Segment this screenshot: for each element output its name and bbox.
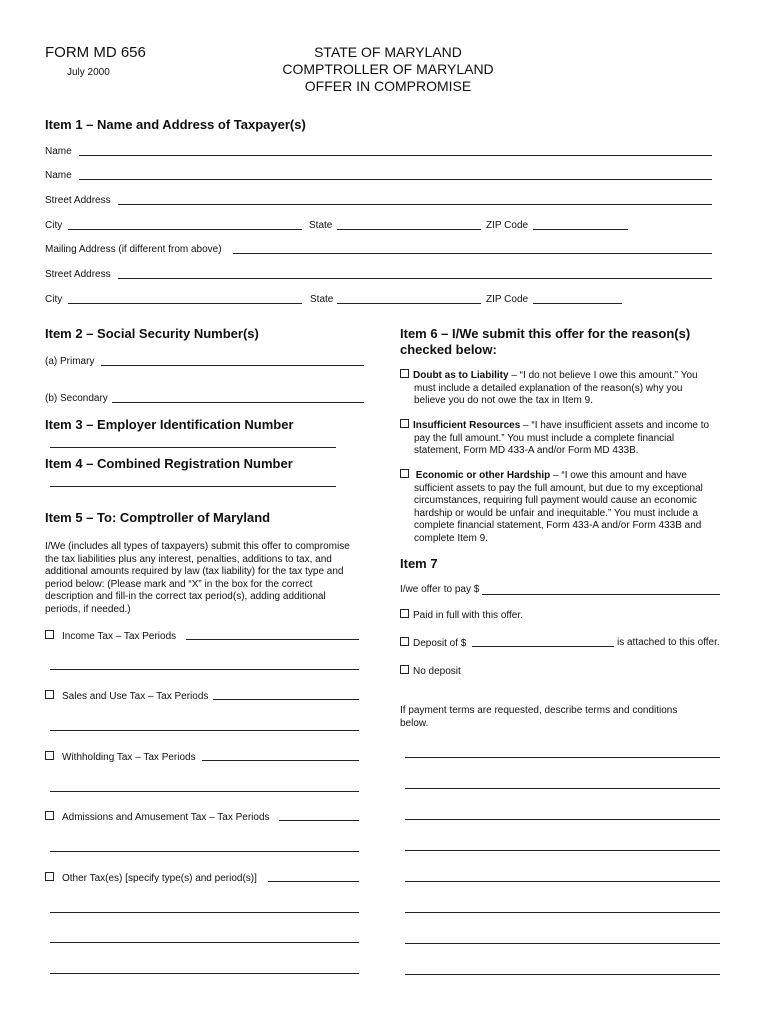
item5-intro	[45, 541, 375, 616]
zip-label-2: ZIP Code	[486, 294, 529, 305]
income-tax-option[interactable]	[45, 630, 176, 642]
street-label-1: Street Address	[45, 195, 111, 206]
mailing-label: Mailing Address (if different from above)	[45, 244, 222, 255]
no-deposit-option[interactable]	[400, 665, 461, 677]
state-field-1[interactable]	[337, 229, 481, 230]
city-field-2[interactable]	[68, 303, 302, 304]
hardship-text: circumstances, requiring full payment would cause an economic	[414, 495, 697, 506]
withholding-tax-checkbox[interactable]	[45, 751, 54, 760]
item1-heading: Item 1 – Name and Address of Taxpayer(s)	[45, 117, 306, 132]
terms-field[interactable]	[405, 757, 720, 758]
hardship-text: complete Item 9.	[414, 532, 488, 544]
state-label-2: State	[310, 294, 334, 305]
ssn-primary-label: (a) Primary	[45, 356, 95, 367]
insufficient-label: Insufficient Resources	[413, 420, 521, 431]
terms-field[interactable]	[405, 912, 720, 913]
doubt-label: Doubt as to Liability	[413, 370, 509, 381]
item5-heading: Item 5 – To: Comptroller of Maryland	[45, 510, 271, 525]
terms-field[interactable]	[405, 819, 720, 820]
deposit-checkbox[interactable]	[400, 637, 409, 646]
item6-heading-line-1: Item 6 – I/We submit this offer for the reason(s)	[400, 326, 691, 341]
name-label-2: Name	[45, 170, 72, 181]
ssn-secondary-field[interactable]	[112, 402, 364, 403]
item7-heading: Item 7	[400, 556, 438, 571]
withholding-tax-period-field[interactable]	[202, 760, 359, 761]
name-label-1: Name	[45, 146, 72, 157]
sales-tax-checkbox[interactable]	[45, 690, 54, 699]
terms-text: below.	[400, 717, 429, 729]
agency-line-2: COMPTROLLER OF MARYLAND	[282, 61, 494, 77]
item3-heading: Item 3 – Employer Identification Number	[45, 417, 294, 432]
other-tax-checkbox[interactable]	[45, 872, 54, 881]
deposit-option[interactable]	[400, 637, 466, 649]
item2-heading: Item 2 – Social Security Number(s)	[45, 326, 259, 341]
item5-intro-line: the tax liabilities plus any interest, penalties, additions to tax, and	[45, 553, 332, 565]
hardship-label: Economic or other Hardship	[415, 470, 551, 481]
city-field-1[interactable]	[68, 229, 302, 230]
form-title-block	[240, 44, 536, 95]
item5-intro-line: I/We (includes all types of taxpayers) submit this offer to compromise	[45, 541, 350, 552]
admissions-tax-period-field-2[interactable]	[50, 851, 359, 852]
state-field-2[interactable]	[337, 303, 481, 304]
item5-intro-line: additional amounts required by law (tax liability) for the tax type and	[45, 566, 344, 577]
zip-label-1: ZIP Code	[486, 220, 529, 231]
street-field-2[interactable]	[118, 278, 712, 279]
paid-in-full-option[interactable]	[400, 609, 523, 621]
item5-intro-line: period below: (Please mark and “X” in the box for the correct	[45, 578, 313, 590]
insufficient-text: pay the full amount.” You must include a complete financial	[414, 432, 675, 444]
terms-field[interactable]	[405, 881, 720, 882]
doubt-text: must include a detailed explanation of the reason(s) why you	[414, 382, 683, 394]
ssn-secondary-label: (b) Secondary	[45, 393, 108, 404]
terms-field[interactable]	[405, 974, 720, 975]
name-field-2[interactable]	[79, 179, 712, 180]
sales-tax-option[interactable]	[45, 690, 208, 702]
income-tax-period-field[interactable]	[186, 639, 359, 640]
hardship-text: – “I owe this amount and have	[550, 470, 687, 481]
sales-tax-period-field[interactable]	[213, 699, 359, 700]
form-number: FORM MD 656	[45, 44, 146, 61]
item6-heading-line-2: checked below:	[400, 342, 497, 357]
doubt-text: – “I do not believe I owe this amount.” You	[508, 370, 698, 381]
form-date: July 2000	[67, 67, 110, 78]
doubt-text: believe you do not owe the tax in Item 9.	[414, 395, 593, 406]
other-tax-period-field[interactable]	[268, 881, 359, 882]
hardship-text: sufficient assets to pay the full amount, but due to my exceptional	[414, 482, 703, 494]
crn-field[interactable]	[50, 486, 336, 487]
offer-amount-label: I/we offer to pay $	[400, 584, 480, 595]
sales-tax-period-field-2[interactable]	[50, 730, 359, 731]
other-tax-period-field-4[interactable]	[50, 973, 359, 974]
paid-in-full-label: Paid in full with this offer.	[413, 610, 523, 621]
item6-heading	[400, 326, 690, 358]
no-deposit-checkbox[interactable]	[400, 665, 409, 674]
item5-intro-line: description and fill-in the correct tax period(s), adding additional	[45, 591, 326, 602]
admissions-tax-option[interactable]	[45, 811, 270, 823]
reason-doubt-option[interactable]	[400, 369, 730, 408]
agency-line-3: OFFER IN COMPROMISE	[304, 78, 472, 94]
ssn-primary-field[interactable]	[101, 365, 364, 366]
terms-field[interactable]	[405, 788, 720, 789]
city-label-2: City	[45, 294, 63, 305]
hardship-text: complete financial statement, Form 433-A and/or Form 433B and	[414, 520, 702, 531]
deposit-suffix: is attached to this offer.	[617, 637, 720, 648]
street-label-2: Street Address	[45, 269, 111, 280]
doubt-checkbox[interactable]	[400, 369, 409, 378]
terms-text: If payment terms are requested, describe terms and conditions	[400, 705, 678, 716]
admissions-tax-checkbox[interactable]	[45, 811, 54, 820]
income-tax-label: Income Tax – Tax Periods	[62, 631, 177, 642]
sales-tax-label: Sales and Use Tax – Tax Periods	[62, 691, 209, 702]
ein-field[interactable]	[50, 447, 336, 448]
other-tax-label: Other Tax(es) [specify type(s) and period(s)]	[62, 873, 257, 884]
state-label-1: State	[309, 220, 333, 231]
hardship-text: hardship or would be unfair and inequitable.” You must include a	[414, 507, 699, 519]
item4-heading: Item 4 – Combined Registration Number	[45, 456, 293, 471]
income-tax-period-field-2[interactable]	[50, 669, 359, 670]
offer-amount-field[interactable]	[482, 594, 720, 595]
income-tax-checkbox[interactable]	[45, 630, 54, 639]
withholding-tax-option[interactable]	[45, 751, 196, 763]
other-tax-option[interactable]	[45, 872, 257, 884]
insufficient-text: statement, Form MD 433-A and/or Form MD 433B.	[414, 445, 639, 456]
mailing-field[interactable]	[233, 253, 712, 254]
terms-field[interactable]	[405, 943, 720, 944]
other-tax-period-field-3[interactable]	[50, 942, 359, 943]
hardship-checkbox[interactable]	[400, 469, 409, 478]
insufficient-checkbox[interactable]	[400, 419, 409, 428]
deposit-amount-field[interactable]	[472, 646, 614, 647]
street-field-1[interactable]	[118, 204, 712, 205]
no-deposit-label: No deposit	[413, 666, 461, 677]
city-label-1: City	[45, 220, 63, 231]
admissions-tax-period-field[interactable]	[279, 820, 359, 821]
terms-field[interactable]	[405, 850, 720, 851]
withholding-tax-period-field-2[interactable]	[50, 791, 359, 792]
reason-hardship-option[interactable]	[400, 469, 735, 545]
name-field-1[interactable]	[79, 155, 712, 156]
payment-terms-instructions	[400, 705, 730, 730]
item5-intro-line: periods, if needed.)	[45, 603, 131, 615]
deposit-label: Deposit of $	[413, 638, 467, 649]
paid-in-full-checkbox[interactable]	[400, 609, 409, 618]
other-tax-period-field-2[interactable]	[50, 912, 359, 913]
agency-line-1: STATE OF MARYLAND	[314, 44, 462, 60]
zip-field-2[interactable]	[533, 303, 622, 304]
reason-insufficient-option[interactable]	[400, 419, 730, 458]
zip-field-1[interactable]	[533, 229, 628, 230]
withholding-tax-label: Withholding Tax – Tax Periods	[62, 752, 196, 763]
insufficient-text: – “I have insufficient assets and income to	[520, 420, 710, 431]
admissions-tax-label: Admissions and Amusement Tax – Tax Periods	[62, 812, 270, 823]
